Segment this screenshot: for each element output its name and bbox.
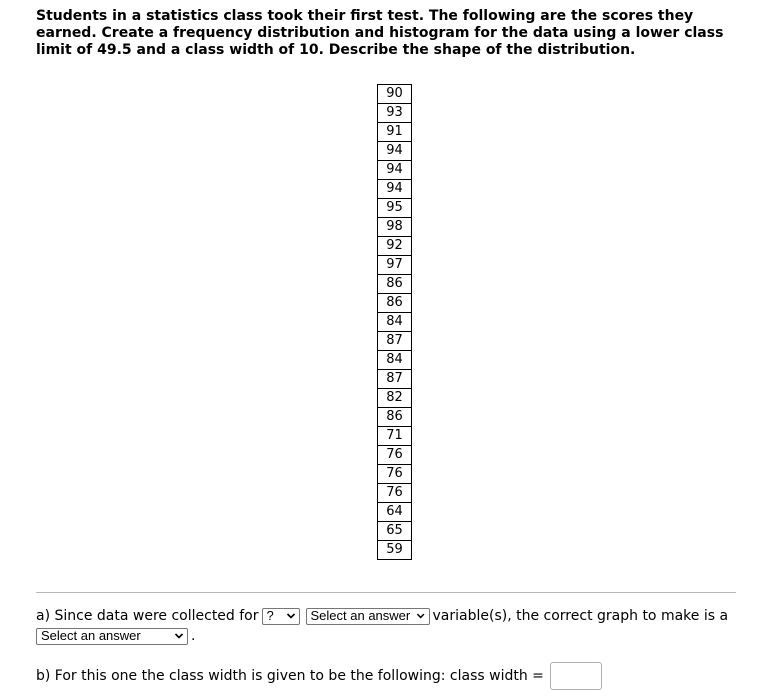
part-b-text: b) For this one the class width is given to be the following: class width =: [36, 668, 544, 684]
table-row: [378, 446, 412, 465]
part-b-question: [36, 662, 756, 690]
table-row: [378, 541, 412, 560]
score-cell: 91: [378, 123, 412, 142]
score-cell: 93: [378, 104, 412, 123]
score-cell: 95: [378, 199, 412, 218]
score-cell: 94: [378, 161, 412, 180]
score-cell: 64: [378, 503, 412, 522]
table-row: [378, 256, 412, 275]
part-a-text-before: a) Since data were collected for: [36, 608, 259, 624]
table-row: [378, 85, 412, 104]
table-row: [378, 351, 412, 370]
score-cell: 97: [378, 256, 412, 275]
score-cell: 65: [378, 522, 412, 541]
variable-type-select[interactable]: [306, 608, 430, 625]
table-row: [378, 142, 412, 161]
score-cell: 86: [378, 408, 412, 427]
score-cell: 94: [378, 142, 412, 161]
problem-statement: Students in a statistics class took their first test. The following are the scores they earned. Create a frequency distribution and histogram for the data using a lower class limit of 49.5 and a class width of 10. Describe the shape of the distribution.: [36, 8, 724, 58]
score-cell: 86: [378, 275, 412, 294]
table-row: [378, 123, 412, 142]
score-cell: 87: [378, 332, 412, 351]
table-row: [378, 237, 412, 256]
variable-count-select[interactable]: [262, 608, 300, 625]
score-cell: 82: [378, 389, 412, 408]
chevron-down-icon: [416, 611, 425, 621]
variable-type-select-value: Select an answer: [310, 608, 411, 623]
graph-type-select[interactable]: [36, 628, 188, 645]
table-row: [378, 389, 412, 408]
table-row: [378, 332, 412, 351]
part-a-question: [36, 606, 756, 646]
score-cell: 71: [378, 427, 412, 446]
score-cell: 86: [378, 294, 412, 313]
table-row: [378, 313, 412, 332]
graph-type-select-value: Select an answer: [41, 628, 141, 643]
score-cell: 84: [378, 313, 412, 332]
score-cell: 98: [378, 218, 412, 237]
table-row: [378, 484, 412, 503]
table-row: [378, 275, 412, 294]
table-row: [378, 370, 412, 389]
table-row: [378, 218, 412, 237]
score-cell: 76: [378, 465, 412, 484]
table-row: [378, 199, 412, 218]
score-cell: 87: [378, 370, 412, 389]
table-row: [378, 427, 412, 446]
score-cell: 59: [378, 541, 412, 560]
class-width-input[interactable]: [550, 662, 602, 690]
score-cell: 94: [378, 180, 412, 199]
score-cell: 90: [378, 85, 412, 104]
score-cell: 76: [378, 446, 412, 465]
table-row: [378, 408, 412, 427]
table-row: [378, 465, 412, 484]
score-cell: 84: [378, 351, 412, 370]
chevron-down-icon: [174, 631, 184, 641]
table-row: [378, 180, 412, 199]
score-cell: 76: [378, 484, 412, 503]
part-a-text-after: .: [191, 628, 196, 644]
table-row: [378, 104, 412, 123]
table-row: [378, 294, 412, 313]
part-a-text-middle: variable(s), the correct graph to make is a: [432, 608, 729, 624]
scores-table: [377, 84, 412, 560]
table-row: [378, 503, 412, 522]
variable-count-select-value: ?: [266, 608, 274, 623]
table-row: [378, 522, 412, 541]
score-cell: 92: [378, 237, 412, 256]
chevron-down-icon: [286, 611, 296, 621]
section-divider: [36, 592, 736, 593]
table-row: [378, 161, 412, 180]
